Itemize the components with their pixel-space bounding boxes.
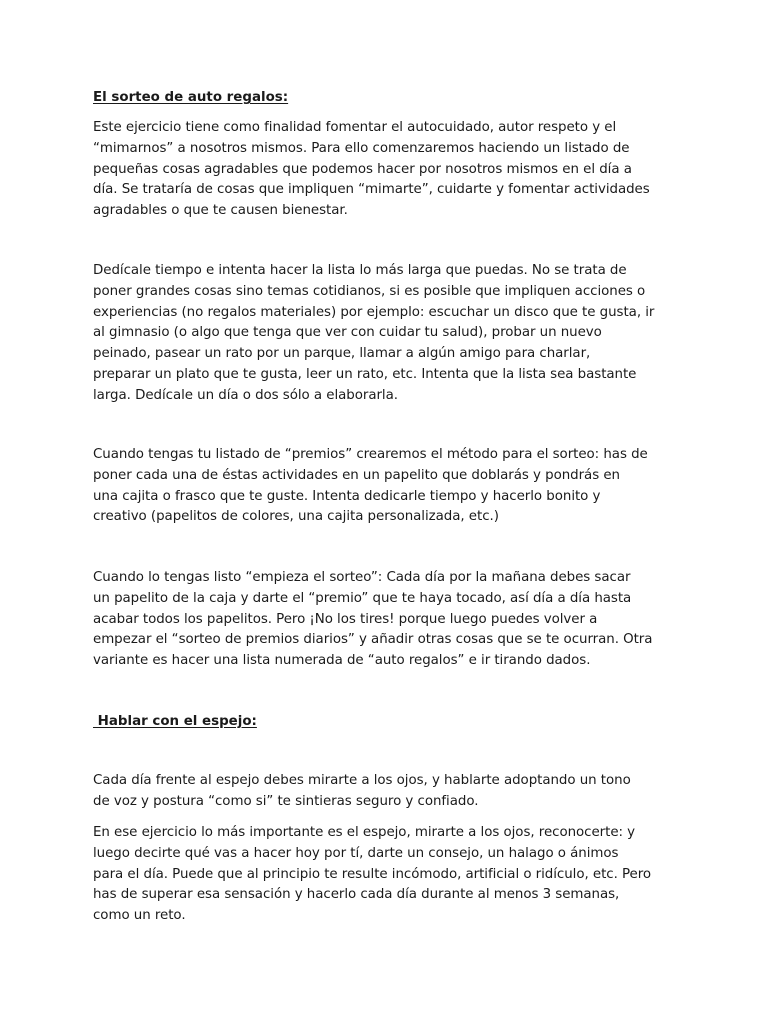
paragraph-espejo-detalle [93,823,683,927]
paragraph-sorteo [93,568,683,672]
paragraph-line: acabar todos los papelitos. Pero ¡No los tires! porque luego puedes volver a [93,611,598,627]
paragraph-line: agradables o que te causen bienestar. [93,203,348,219]
paragraph-line: poner cada una de éstas actividades en un papelito que doblarás y pondrás en [93,467,620,483]
paragraph-line: una cajita o frasco que te guste. Intenta dedicarle tiempo y hacerlo bonito y [93,488,601,504]
paragraph-line: empezar el “sorteo de premios diarios” y añadir otras cosas que se te ocurran. Otra [93,632,653,648]
paragraph-line: al gimnasio (o algo que tenga que ver con cuidar tu salud), probar un nuevo [93,325,602,341]
paragraph-line: Dedícale tiempo e intenta hacer la lista lo más larga que puedas. No se trata de [93,263,627,278]
paragraph-line: has de superar esa sensación y hacerlo cada día durante al menos 3 semanas, [93,887,620,903]
section-heading-espejo: Hablar con el espejo: [93,714,257,729]
paragraph-line: como un reto. [93,908,186,924]
paragraph-line: pequeñas cosas agradables que podemos hacer por nosotros mismos en el día a [93,161,632,177]
paragraph-intro [93,118,683,222]
paragraph-line: luego decirte qué vas a hacer hoy por tí, darte un consejo, un halago o ánimos [93,845,619,861]
paragraph-line: “mimarnos” a nosotros mismos. Para ello comenzaremos haciendo un listado de [93,140,630,156]
paragraph-line: Cada día frente al espejo debes mirarte a los ojos, y hablarte adoptando un tono [93,773,631,788]
paragraph-line: variante es hacer una lista numerada de “auto regalos” e ir tirando dados. [93,653,591,669]
paragraph-line: Este ejercicio tiene como finalidad fomentar el autocuidado, autor respeto y el [93,120,617,135]
paragraph-line: de voz y postura “como si” te sintieras seguro y confiado. [93,793,479,809]
section-heading-sorteo: El sorteo de auto regalos: [93,90,289,105]
paragraph-line: para el día. Puede que al principio te resulte incómodo, artificial o ridículo, etc. Pero [93,866,652,882]
paragraph-line: preparar un plato que te gusta, leer un rato, etc. Intenta que la lista sea bastante [93,366,637,382]
paragraph-espejo-intro [93,771,683,813]
paragraph-line: poner grandes cosas sino temas cotidianos, si es posible que impliquen acciones o [93,283,646,299]
paragraph-line: peinado, pasear un rato por un parque, llamar a algún amigo para charlar, [93,346,591,362]
paragraph-line: experiencias (no regalos materiales) por ejemplo: escuchar un disco que te gusta, ir [93,304,655,320]
paragraph-line: En ese ejercicio lo más importante es el espejo, mirarte a los ojos, reconocerte: y [93,825,636,840]
paragraph-line: un papelito de la caja y darte el “premio” que te haya tocado, así día a día hasta [93,590,632,606]
paragraph-line: Cuando lo tengas listo “empieza el sorteo”: Cada día por la mañana debes sacar [93,570,631,585]
paragraph-line: creativo (papelitos de colores, una cajita personalizada, etc.) [93,509,499,525]
paragraph-dedicale [93,261,683,407]
paragraph-line: Cuando tengas tu listado de “premios” crearemos el método para el sorteo: has de [93,447,648,462]
paragraph-premios [93,445,683,528]
paragraph-line: larga. Dedícale un día o dos sólo a elaborarla. [93,387,398,403]
paragraph-line: día. Se trataría de cosas que impliquen “mimarte”, cuidarte y fomentar actividades [93,182,650,198]
